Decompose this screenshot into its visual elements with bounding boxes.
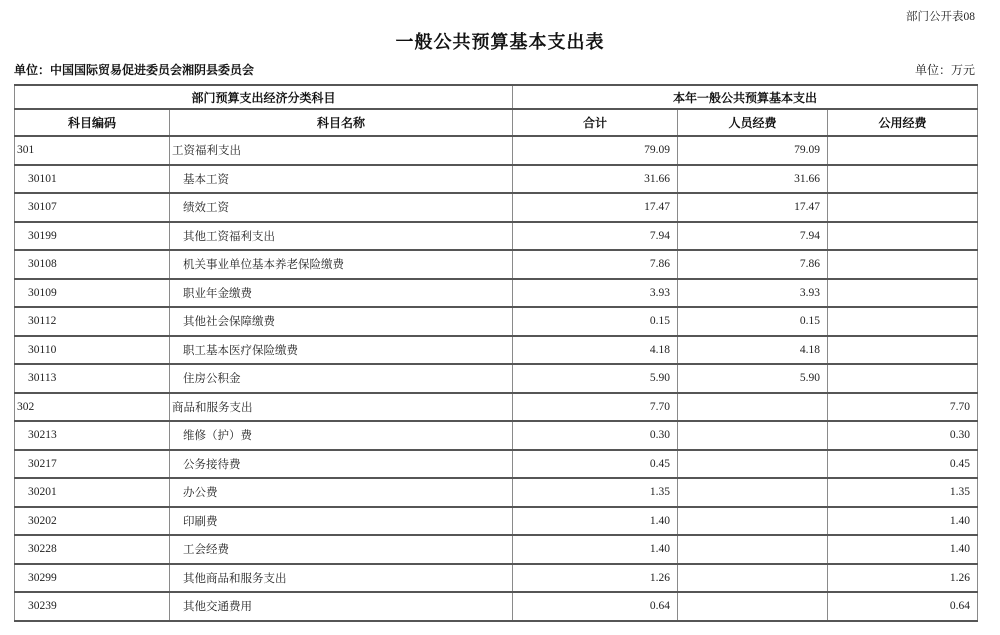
total-cell: 4.18	[513, 336, 678, 365]
total-cell: 7.94	[513, 222, 678, 251]
name-cell: 职工基本医疗保险缴费	[170, 336, 513, 365]
total-cell: 0.45	[513, 450, 678, 479]
table-row	[15, 364, 978, 393]
name-cell: 办公费	[170, 478, 513, 507]
personnel-cell: 4.18	[678, 336, 828, 365]
table-row	[15, 450, 978, 479]
column-header-name: 科目名称	[170, 109, 513, 136]
name-cell: 住房公积金	[170, 364, 513, 393]
total-cell: 79.09	[513, 136, 678, 165]
currency-unit-label: 单位：万元	[914, 63, 975, 77]
code-cell: 30107	[15, 193, 170, 222]
name-cell: 基本工资	[170, 165, 513, 194]
group-header-current-year: 本年一般公共预算基本支出	[513, 85, 978, 109]
personnel-cell: 7.94	[678, 222, 828, 251]
page-title: 一般公共预算基本支出表	[395, 32, 605, 52]
code-cell: 30109	[15, 279, 170, 308]
personnel-cell: 17.47	[678, 193, 828, 222]
total-cell: 5.90	[513, 364, 678, 393]
code-cell: 30213	[15, 421, 170, 450]
basic-expenditure-table	[14, 84, 978, 622]
name-cell: 职业年金缴费	[170, 279, 513, 308]
total-cell: 0.15	[513, 307, 678, 336]
table-column-header-row	[15, 109, 978, 136]
public-cell: 0.45	[828, 450, 978, 479]
table-row	[15, 250, 978, 279]
public-cell	[828, 336, 978, 365]
name-cell: 其他社会保障缴费	[170, 307, 513, 336]
table-row	[15, 478, 978, 507]
name-cell: 维修（护）费	[170, 421, 513, 450]
column-header-code: 科目编码	[15, 109, 170, 136]
public-cell: 1.35	[828, 478, 978, 507]
table-row	[15, 564, 978, 593]
code-cell: 30201	[15, 478, 170, 507]
personnel-cell: 31.66	[678, 165, 828, 194]
code-cell: 30110	[15, 336, 170, 365]
code-cell: 30239	[15, 592, 170, 621]
public-cell	[828, 193, 978, 222]
name-cell: 印刷费	[170, 507, 513, 536]
personnel-cell: 79.09	[678, 136, 828, 165]
name-cell: 其他工资福利支出	[170, 222, 513, 251]
table-row	[15, 535, 978, 564]
name-cell: 机关事业单位基本养老保险缴费	[170, 250, 513, 279]
personnel-cell: 0.15	[678, 307, 828, 336]
table-row	[15, 279, 978, 308]
table-row	[15, 307, 978, 336]
code-cell: 30199	[15, 222, 170, 251]
public-cell: 1.40	[828, 507, 978, 536]
column-header-public: 公用经费	[828, 109, 978, 136]
form-number-label: 部门公开表08	[906, 11, 975, 23]
public-cell: 7.70	[828, 393, 978, 422]
code-cell: 30108	[15, 250, 170, 279]
name-cell: 其他交通费用	[170, 592, 513, 621]
total-cell: 1.40	[513, 535, 678, 564]
total-cell: 7.70	[513, 393, 678, 422]
personnel-cell	[678, 421, 828, 450]
total-cell: 1.26	[513, 564, 678, 593]
personnel-cell	[678, 450, 828, 479]
public-cell: 1.26	[828, 564, 978, 593]
column-header-personnel: 人员经费	[678, 109, 828, 136]
code-cell: 30217	[15, 450, 170, 479]
personnel-cell	[678, 507, 828, 536]
code-cell: 30101	[15, 165, 170, 194]
total-cell: 1.35	[513, 478, 678, 507]
public-cell: 0.64	[828, 592, 978, 621]
personnel-cell: 7.86	[678, 250, 828, 279]
personnel-cell	[678, 564, 828, 593]
table-row	[15, 136, 978, 165]
table-row	[15, 592, 978, 621]
public-cell: 1.40	[828, 535, 978, 564]
table-row	[15, 336, 978, 365]
public-cell: 0.30	[828, 421, 978, 450]
unit-info-row	[14, 61, 975, 78]
public-cell	[828, 307, 978, 336]
name-cell: 绩效工资	[170, 193, 513, 222]
table-group-header-row	[15, 85, 978, 109]
code-cell: 30113	[15, 364, 170, 393]
public-cell	[828, 165, 978, 194]
name-cell: 公务接待费	[170, 450, 513, 479]
name-cell: 商品和服务支出	[170, 393, 513, 422]
name-cell: 其他商品和服务支出	[170, 564, 513, 593]
code-cell: 301	[15, 136, 170, 165]
total-cell: 1.40	[513, 507, 678, 536]
table-body	[15, 136, 978, 621]
name-cell: 工会经费	[170, 535, 513, 564]
code-cell: 30299	[15, 564, 170, 593]
personnel-cell	[678, 535, 828, 564]
name-cell: 工资福利支出	[170, 136, 513, 165]
code-cell: 30228	[15, 535, 170, 564]
public-cell	[828, 279, 978, 308]
total-cell: 31.66	[513, 165, 678, 194]
table-row	[15, 222, 978, 251]
personnel-cell	[678, 592, 828, 621]
total-cell: 0.64	[513, 592, 678, 621]
public-cell	[828, 136, 978, 165]
personnel-cell: 3.93	[678, 279, 828, 308]
public-cell	[828, 222, 978, 251]
personnel-cell	[678, 478, 828, 507]
table-row	[15, 165, 978, 194]
table-row	[15, 421, 978, 450]
organization-unit-label: 单位：中国国际贸易促进委员会湘阴县委员会	[14, 63, 255, 77]
group-header-classification: 部门预算支出经济分类科目	[15, 85, 513, 109]
total-cell: 0.30	[513, 421, 678, 450]
total-cell: 17.47	[513, 193, 678, 222]
personnel-cell	[678, 393, 828, 422]
public-cell	[828, 250, 978, 279]
code-cell: 302	[15, 393, 170, 422]
total-cell: 7.86	[513, 250, 678, 279]
table-row	[15, 193, 978, 222]
table-row	[15, 507, 978, 536]
personnel-cell: 5.90	[678, 364, 828, 393]
column-header-total: 合计	[513, 109, 678, 136]
table-row	[15, 393, 978, 422]
public-cell	[828, 364, 978, 393]
total-cell: 3.93	[513, 279, 678, 308]
code-cell: 30202	[15, 507, 170, 536]
code-cell: 30112	[15, 307, 170, 336]
